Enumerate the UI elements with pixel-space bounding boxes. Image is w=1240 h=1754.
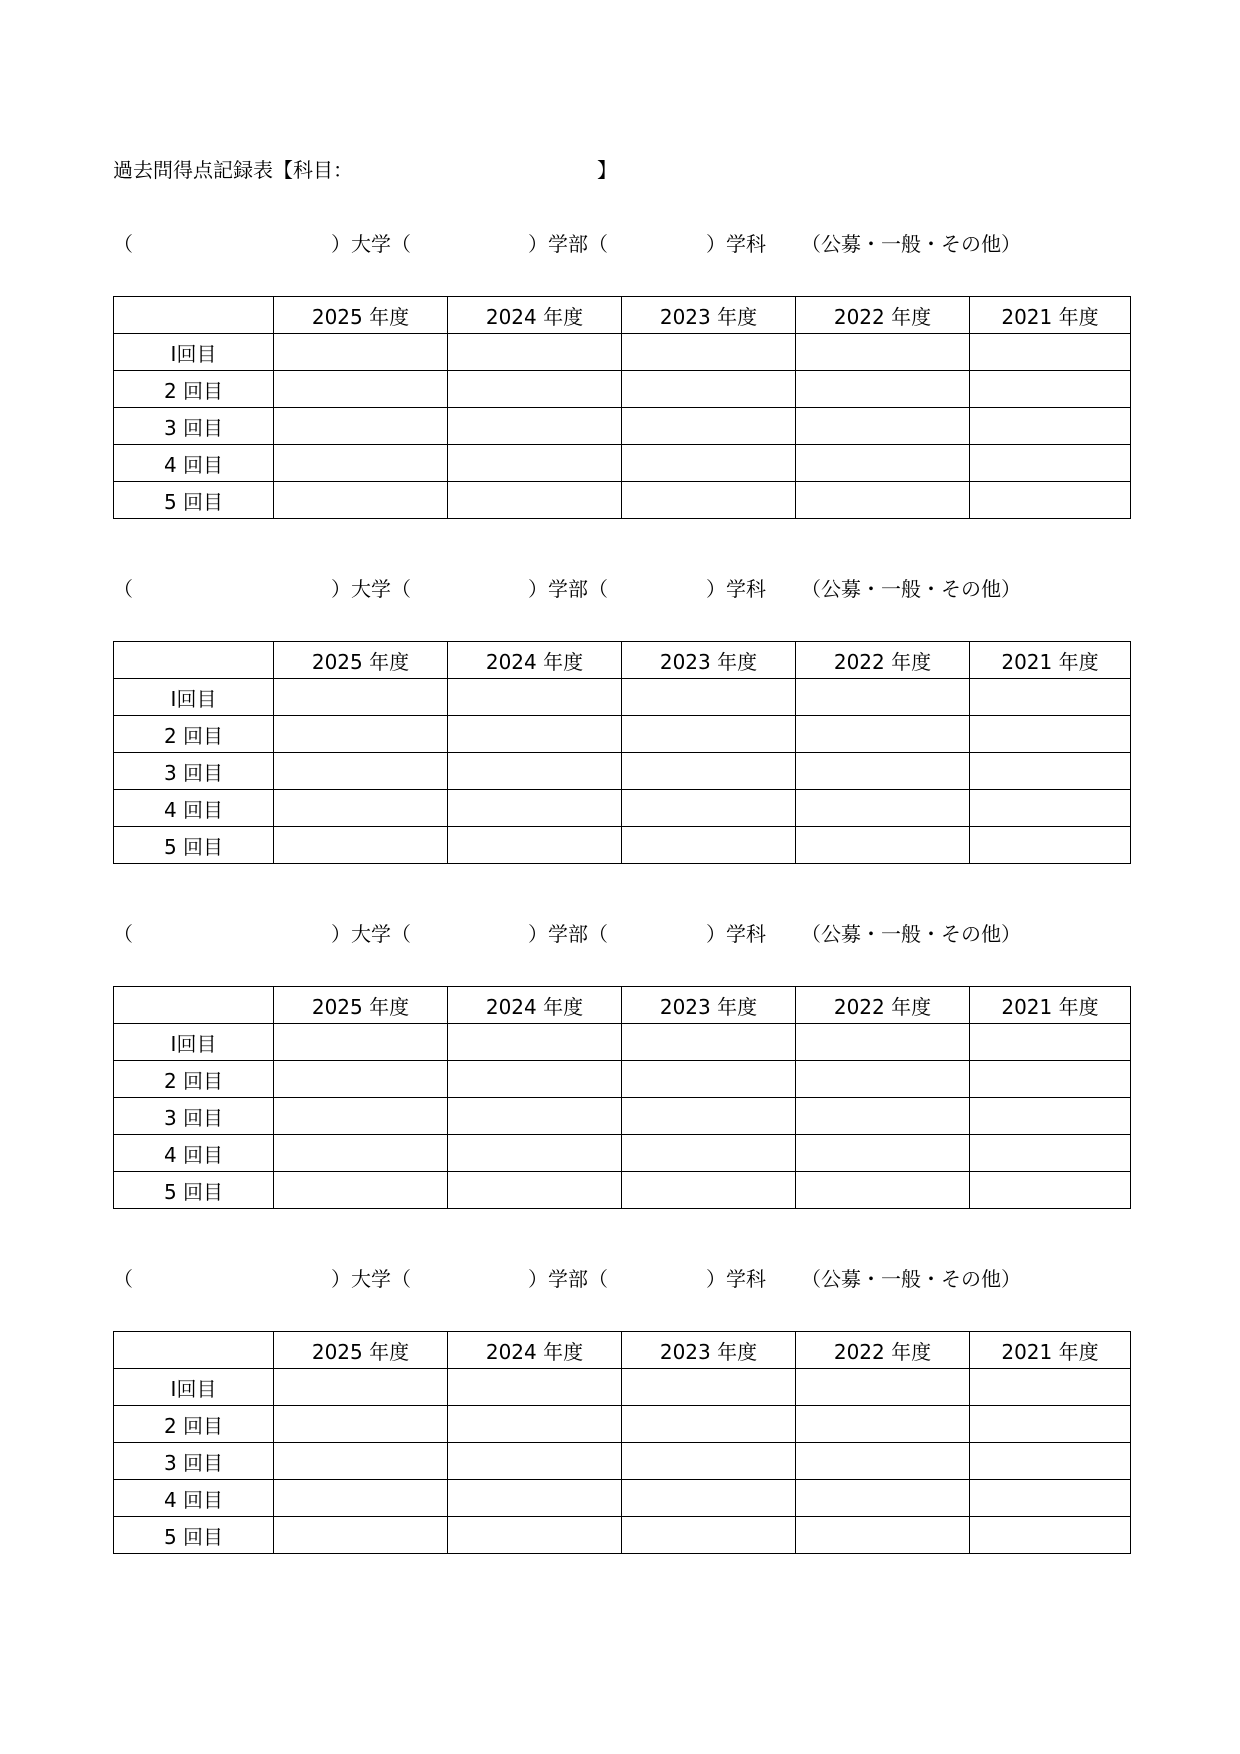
table-row xyxy=(114,1024,1131,1061)
corner-cell xyxy=(114,297,274,334)
score-cell[interactable] xyxy=(274,827,448,864)
table-header-row xyxy=(114,297,1131,334)
year-header: 2022 年度 xyxy=(796,987,970,1024)
table-header-row xyxy=(114,642,1131,679)
attempt-label: 5 回目 xyxy=(114,1517,274,1554)
attempt-label: 2 回目 xyxy=(114,716,274,753)
attempt-label: 5 回目 xyxy=(114,827,274,864)
paren-open: （ xyxy=(113,1267,133,1291)
score-cell[interactable] xyxy=(622,1443,796,1480)
university-label: ）大学（ xyxy=(331,232,411,256)
table-row xyxy=(114,1480,1131,1517)
score-cell[interactable] xyxy=(970,482,1131,519)
score-cell[interactable] xyxy=(970,1443,1131,1480)
score-cell[interactable] xyxy=(274,1098,448,1135)
table-row xyxy=(114,408,1131,445)
table-row xyxy=(114,753,1131,790)
school-header-line xyxy=(113,1263,1129,1293)
attempt-label: 5 回目 xyxy=(114,482,274,519)
score-cell[interactable] xyxy=(448,482,622,519)
score-cell[interactable] xyxy=(274,679,448,716)
score-cell[interactable] xyxy=(796,1369,970,1406)
faculty-label: ）学部（ xyxy=(528,922,608,946)
score-cell[interactable] xyxy=(274,1517,448,1554)
score-cell[interactable] xyxy=(796,445,970,482)
score-cell[interactable] xyxy=(622,1480,796,1517)
table-row xyxy=(114,1172,1131,1209)
year-header: 2025 年度 xyxy=(274,1332,448,1369)
score-cell[interactable] xyxy=(448,1024,622,1061)
year-header: 2022 年度 xyxy=(796,297,970,334)
score-cell[interactable] xyxy=(970,1098,1131,1135)
score-cell[interactable] xyxy=(274,790,448,827)
score-cell[interactable] xyxy=(796,1480,970,1517)
score-cell[interactable] xyxy=(970,790,1131,827)
score-cell[interactable] xyxy=(274,1406,448,1443)
table-row xyxy=(114,1406,1131,1443)
year-header: 2022 年度 xyxy=(796,642,970,679)
score-cell[interactable] xyxy=(622,1024,796,1061)
score-cell[interactable] xyxy=(274,1135,448,1172)
score-cell[interactable] xyxy=(448,1517,622,1554)
score-cell[interactable] xyxy=(970,408,1131,445)
score-cell[interactable] xyxy=(970,1135,1131,1172)
attempt-label: 3 回目 xyxy=(114,1098,274,1135)
score-cell[interactable] xyxy=(622,1369,796,1406)
score-cell[interactable] xyxy=(448,790,622,827)
score-cell[interactable] xyxy=(970,1406,1131,1443)
score-cell[interactable] xyxy=(274,1480,448,1517)
score-cell[interactable] xyxy=(622,371,796,408)
attempt-label: 3 回目 xyxy=(114,753,274,790)
score-cell[interactable] xyxy=(274,482,448,519)
year-header: 2021 年度 xyxy=(970,1332,1131,1369)
score-cell[interactable] xyxy=(622,1061,796,1098)
attempt-label: 4 回目 xyxy=(114,1135,274,1172)
score-cell[interactable] xyxy=(970,716,1131,753)
score-cell[interactable] xyxy=(448,1443,622,1480)
score-section-1 xyxy=(113,228,1129,514)
year-header: 2024 年度 xyxy=(448,297,622,334)
exam-type-options: （公募・一般・その他） xyxy=(801,1267,1021,1291)
score-cell[interactable] xyxy=(622,753,796,790)
corner-cell xyxy=(114,1332,274,1369)
attempt-label: Ⅰ回目 xyxy=(114,1024,274,1061)
exam-type-options: （公募・一般・その他） xyxy=(801,232,1021,256)
score-cell[interactable] xyxy=(796,1517,970,1554)
school-header-line xyxy=(113,228,1129,258)
score-cell[interactable] xyxy=(970,1369,1131,1406)
year-header: 2023 年度 xyxy=(622,297,796,334)
table-row xyxy=(114,1517,1131,1554)
score-cell[interactable] xyxy=(970,679,1131,716)
table-row xyxy=(114,1098,1131,1135)
score-section-2 xyxy=(113,573,1129,859)
score-cell[interactable] xyxy=(796,334,970,371)
table-row xyxy=(114,445,1131,482)
year-header: 2023 年度 xyxy=(622,642,796,679)
attempt-label: 4 回目 xyxy=(114,790,274,827)
department-label: ）学科 xyxy=(706,232,766,256)
score-cell[interactable] xyxy=(970,827,1131,864)
score-section-3 xyxy=(113,918,1129,1204)
attempt-label: 2 回目 xyxy=(114,1406,274,1443)
score-cell[interactable] xyxy=(796,1061,970,1098)
score-cell[interactable] xyxy=(448,1135,622,1172)
table-row xyxy=(114,334,1131,371)
score-cell[interactable] xyxy=(274,1024,448,1061)
university-label: ）大学（ xyxy=(331,1267,411,1291)
score-cell[interactable] xyxy=(448,1098,622,1135)
score-cell[interactable] xyxy=(622,1517,796,1554)
department-label: ）学科 xyxy=(706,577,766,601)
score-cell[interactable] xyxy=(622,679,796,716)
score-cell[interactable] xyxy=(448,716,622,753)
score-cell[interactable] xyxy=(274,716,448,753)
school-header-line xyxy=(113,918,1129,948)
table-row xyxy=(114,679,1131,716)
attempt-label: 2 回目 xyxy=(114,371,274,408)
score-cell[interactable] xyxy=(796,679,970,716)
corner-cell xyxy=(114,642,274,679)
score-cell[interactable] xyxy=(448,445,622,482)
score-table xyxy=(113,296,1131,519)
attempt-label: Ⅰ回目 xyxy=(114,334,274,371)
faculty-label: ）学部（ xyxy=(528,232,608,256)
faculty-label: ）学部（ xyxy=(528,577,608,601)
attempt-label: Ⅰ回目 xyxy=(114,1369,274,1406)
score-cell[interactable] xyxy=(796,1135,970,1172)
year-header: 2024 年度 xyxy=(448,1332,622,1369)
year-header: 2023 年度 xyxy=(622,1332,796,1369)
score-cell[interactable] xyxy=(622,827,796,864)
score-cell[interactable] xyxy=(796,408,970,445)
table-header-row xyxy=(114,1332,1131,1369)
table-row xyxy=(114,790,1131,827)
score-cell[interactable] xyxy=(622,445,796,482)
score-cell[interactable] xyxy=(796,716,970,753)
score-section-4 xyxy=(113,1263,1129,1549)
score-cell[interactable] xyxy=(274,445,448,482)
attempt-label: 4 回目 xyxy=(114,1480,274,1517)
table-header-row xyxy=(114,987,1131,1024)
score-cell[interactable] xyxy=(970,1172,1131,1209)
table-row xyxy=(114,371,1131,408)
department-label: ）学科 xyxy=(706,1267,766,1291)
attempt-label: 5 回目 xyxy=(114,1172,274,1209)
year-header: 2022 年度 xyxy=(796,1332,970,1369)
score-cell[interactable] xyxy=(796,371,970,408)
score-cell[interactable] xyxy=(622,790,796,827)
page-title xyxy=(113,154,617,183)
university-label: ）大学（ xyxy=(331,922,411,946)
year-header: 2025 年度 xyxy=(274,987,448,1024)
score-cell[interactable] xyxy=(622,716,796,753)
university-label: ）大学（ xyxy=(331,577,411,601)
score-cell[interactable] xyxy=(448,334,622,371)
score-cell[interactable] xyxy=(796,1406,970,1443)
score-cell[interactable] xyxy=(274,1061,448,1098)
score-cell[interactable] xyxy=(448,1406,622,1443)
year-header: 2025 年度 xyxy=(274,642,448,679)
score-table xyxy=(113,641,1131,864)
score-cell[interactable] xyxy=(796,482,970,519)
score-cell[interactable] xyxy=(448,1480,622,1517)
score-cell[interactable] xyxy=(622,482,796,519)
score-cell[interactable] xyxy=(970,1517,1131,1554)
attempt-label: 3 回目 xyxy=(114,1443,274,1480)
score-cell[interactable] xyxy=(448,827,622,864)
table-row xyxy=(114,716,1131,753)
paren-open: （ xyxy=(113,922,133,946)
paren-open: （ xyxy=(113,577,133,601)
table-row xyxy=(114,1135,1131,1172)
attempt-label: 4 回目 xyxy=(114,445,274,482)
table-row xyxy=(114,1061,1131,1098)
score-table xyxy=(113,1331,1131,1554)
score-cell[interactable] xyxy=(970,334,1131,371)
score-cell[interactable] xyxy=(622,1098,796,1135)
department-label: ）学科 xyxy=(706,922,766,946)
year-header: 2021 年度 xyxy=(970,642,1131,679)
corner-cell xyxy=(114,987,274,1024)
score-table xyxy=(113,986,1131,1209)
score-cell[interactable] xyxy=(796,827,970,864)
score-cell[interactable] xyxy=(622,1172,796,1209)
score-cell[interactable] xyxy=(448,1172,622,1209)
score-cell[interactable] xyxy=(970,1061,1131,1098)
score-cell[interactable] xyxy=(448,371,622,408)
year-header: 2023 年度 xyxy=(622,987,796,1024)
year-header: 2021 年度 xyxy=(970,987,1131,1024)
exam-type-options: （公募・一般・その他） xyxy=(801,577,1021,601)
score-cell[interactable] xyxy=(622,334,796,371)
school-header-line xyxy=(113,573,1129,603)
table-row xyxy=(114,482,1131,519)
score-cell[interactable] xyxy=(274,1369,448,1406)
table-row xyxy=(114,827,1131,864)
score-cell[interactable] xyxy=(796,1098,970,1135)
score-cell[interactable] xyxy=(274,1172,448,1209)
score-cell[interactable] xyxy=(274,1443,448,1480)
score-cell[interactable] xyxy=(970,445,1131,482)
score-cell[interactable] xyxy=(274,334,448,371)
score-cell[interactable] xyxy=(622,408,796,445)
title-label: 過去問得点記録表【科目： xyxy=(113,158,353,182)
score-cell[interactable] xyxy=(796,1172,970,1209)
score-cell[interactable] xyxy=(796,753,970,790)
exam-type-options: （公募・一般・その他） xyxy=(801,922,1021,946)
score-cell[interactable] xyxy=(796,1024,970,1061)
score-cell[interactable] xyxy=(274,408,448,445)
score-cell[interactable] xyxy=(274,753,448,790)
score-cell[interactable] xyxy=(448,753,622,790)
year-header: 2024 年度 xyxy=(448,642,622,679)
table-row xyxy=(114,1369,1131,1406)
title-close-bracket: 】 xyxy=(597,158,617,182)
attempt-label: 3 回目 xyxy=(114,408,274,445)
score-cell[interactable] xyxy=(448,1369,622,1406)
score-cell[interactable] xyxy=(970,371,1131,408)
score-cell[interactable] xyxy=(448,1061,622,1098)
score-cell[interactable] xyxy=(970,753,1131,790)
year-header: 2021 年度 xyxy=(970,297,1131,334)
faculty-label: ）学部（ xyxy=(528,1267,608,1291)
score-cell[interactable] xyxy=(970,1024,1131,1061)
attempt-label: Ⅰ回目 xyxy=(114,679,274,716)
score-cell[interactable] xyxy=(622,1406,796,1443)
table-row xyxy=(114,1443,1131,1480)
score-cell[interactable] xyxy=(622,1135,796,1172)
score-cell[interactable] xyxy=(274,371,448,408)
score-cell[interactable] xyxy=(796,790,970,827)
score-cell[interactable] xyxy=(448,679,622,716)
paren-open: （ xyxy=(113,232,133,256)
year-header: 2025 年度 xyxy=(274,297,448,334)
attempt-label: 2 回目 xyxy=(114,1061,274,1098)
score-cell[interactable] xyxy=(448,408,622,445)
score-cell[interactable] xyxy=(796,1443,970,1480)
score-cell[interactable] xyxy=(970,1480,1131,1517)
year-header: 2024 年度 xyxy=(448,987,622,1024)
